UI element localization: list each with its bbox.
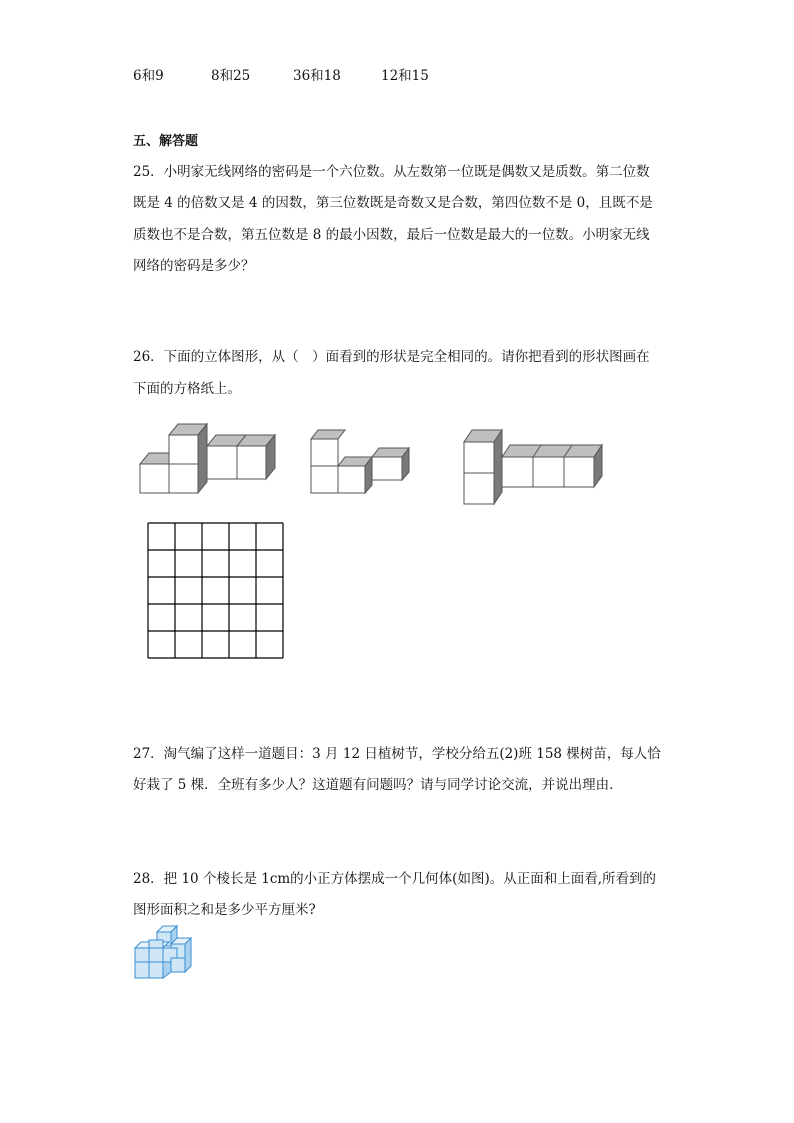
q27-line-1: 27．淘气编了这样一道题目：3 月 12 日植树节，学校分给五(2)班 158 棵树苗，每人恰 xyxy=(133,746,661,762)
q25-line-1: 25．小明家无线网络的密码是一个六位数。从左数第一位既是偶数又是质数。第二位数 xyxy=(133,164,650,180)
solid-figure-2 xyxy=(307,422,417,497)
choice-b: 8和25 xyxy=(211,68,251,84)
q28-line-1: 28．把 10 个棱长是 1cm的小正方体摆成一个几何体(如图)。从正面和上面看,所看到的 xyxy=(133,871,657,887)
blue-cube-solid xyxy=(133,922,199,984)
q26-line-2: 下面的方格纸上。 xyxy=(133,381,241,397)
grid-paper xyxy=(147,522,285,660)
choice-d: 12和15 xyxy=(381,68,429,84)
solid-figure-1 xyxy=(138,418,283,498)
choice-c: 36和18 xyxy=(293,68,341,84)
q28-line-2: 图形面积之和是多少平方厘米? xyxy=(133,902,316,918)
q25-line-3: 质数也不是合数，第五位数是 8 的最小因数，最后一位数是最大的一位数。小明家无线 xyxy=(133,227,650,243)
q25-line-4: 网络的密码是多少？ xyxy=(133,258,255,274)
answer-grid[interactable] xyxy=(147,522,285,664)
choice-row xyxy=(133,67,429,85)
section-title: 五、解答题 xyxy=(133,134,199,149)
solid-figure-3 xyxy=(460,424,610,509)
choice-a: 6和9 xyxy=(133,68,164,84)
q27-line-2: 好栽了 5 棵．全班有多少人？这道题有问题吗？请与同学讨论交流，并说出理由． xyxy=(133,777,623,793)
q26-line-1: 26．下面的立体图形，从（ ）面看到的形状是完全相同的。请你把看到的形状图画在 xyxy=(133,349,650,365)
q25-line-2: 既是 4 的倍数又是 4 的因数，第三位数既是奇数又是合数，第四位数不是 0，且既不是 xyxy=(133,195,653,211)
